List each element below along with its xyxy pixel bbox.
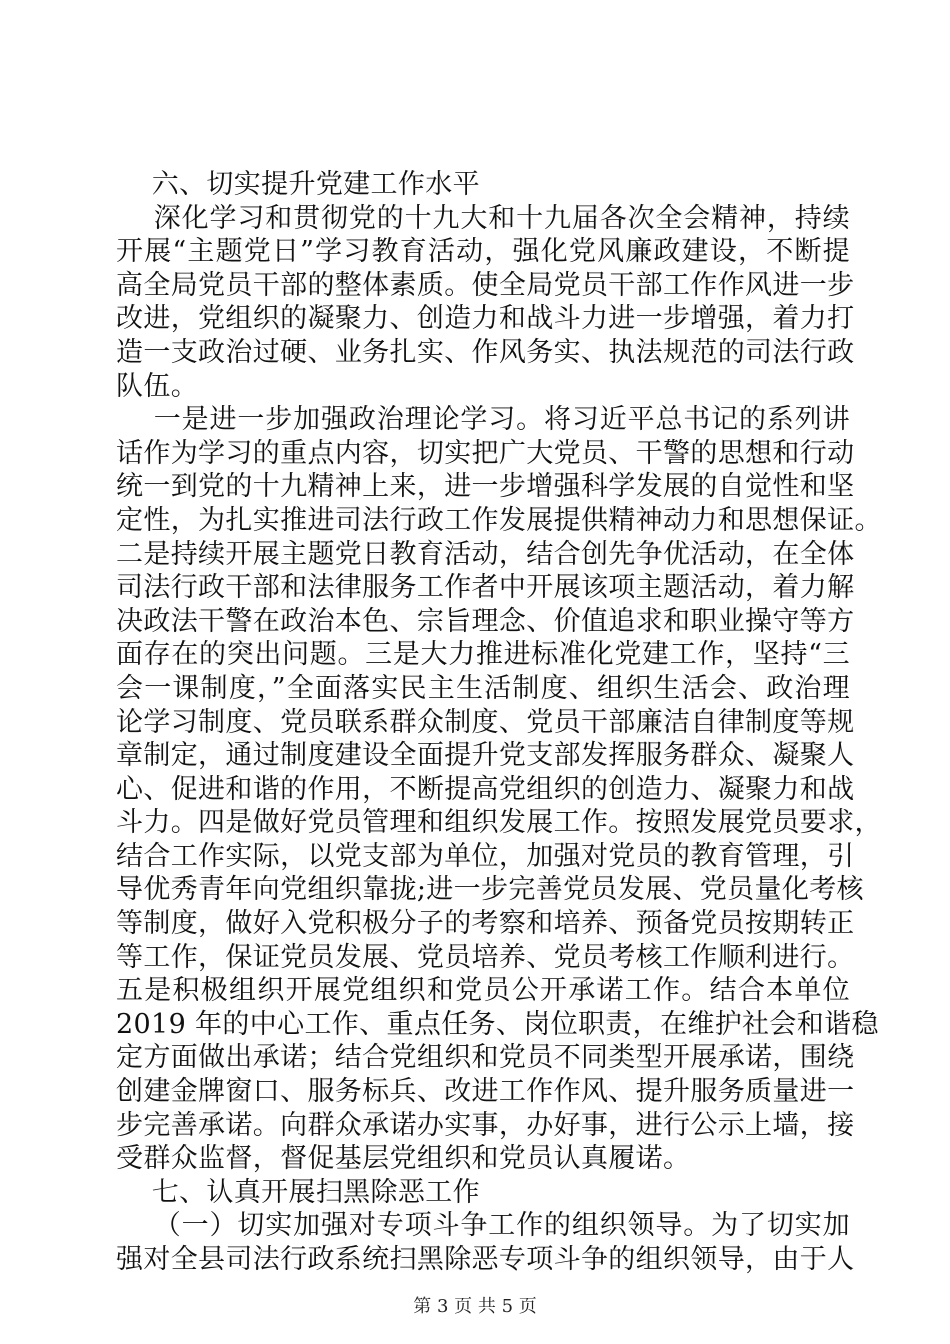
section-heading-7: 七、认真开展扫黑除恶工作 <box>116 1176 480 1208</box>
paragraph-line: （一）切实加强对专项斗争工作的组织领导。为了切实加 <box>116 1210 850 1242</box>
paragraph-line: 定方面做出承诺；结合党组织和党员不同类型开展承诺，围绕 <box>116 1042 855 1074</box>
paragraph-line: 结合工作实际，以党支部为单位，加强对党员的教育管理，引 <box>116 840 855 872</box>
paragraph-line: 五是积极组织开展党组织和党员公开承诺工作。结合本单位 <box>116 975 850 1007</box>
paragraph-line: 章制定，通过制度建设全面提升党支部发挥服务群众、凝聚人 <box>116 740 855 772</box>
paragraph-line: 心、促进和谐的作用，不断提高党组织的创造力、凝聚力和战 <box>116 773 855 805</box>
paragraph-line: 决政法干警在政治本色、宗旨理念、价值追求和职业操守等方 <box>116 605 855 637</box>
paragraph-line: 导优秀青年向党组织靠拢;进一步完善党员发展、党员量化考核 <box>116 874 864 906</box>
paragraph-line: 创建金牌窗口、服务标兵、改进工作作风、提升服务质量进一 <box>116 1076 855 1108</box>
paragraph-line: 司法行政干部和法律服务工作者中开展该项主题活动，着力解 <box>116 572 855 604</box>
paragraph-line: 开展“主题党日”学习教育活动，强化党风廉政建设，不断提 <box>116 236 850 268</box>
paragraph-line: 话作为学习的重点内容，切实把广大党员、干警的思想和行动 <box>116 437 855 469</box>
document-body <box>116 168 882 1277</box>
paragraph-line: 斗力。四是做好党员管理和组织发展工作。按照发展党员要求， <box>116 807 882 839</box>
paragraph-line: 改进，党组织的凝聚力、创造力和战斗力进一步增强，着力打 <box>116 303 855 335</box>
paragraph-line: 会一课制度，”全面落实民主生活制度、组织生活会、政治理 <box>116 672 850 704</box>
paragraph-line: 深化学习和贯彻党的十九大和十九届各次全会精神，持续 <box>116 202 850 234</box>
paragraph-line: 高全局党员干部的整体素质。使全局党员干部工作作风进一步 <box>116 269 855 301</box>
paragraph-line: 面存在的突出问题。三是大力推进标准化党建工作，坚持“三 <box>116 639 850 671</box>
paragraph-line: 等工作，保证党员发展、党员培养、党员考核工作顺利进行。 <box>116 941 855 973</box>
paragraph-line: 队伍。 <box>116 370 199 402</box>
paragraph-line: 统一到党的十九精神上来，进一步增强科学发展的自觉性和坚 <box>116 471 855 503</box>
paragraph-line: 二是持续开展主题党日教育活动，结合创先争优活动，在全体 <box>116 538 855 570</box>
paragraph-line: 造一支政治过硬、业务扎实、作风务实、执法规范的司法行政 <box>116 336 855 368</box>
paragraph-line: 强对全县司法行政系统扫黑除恶专项斗争的组织领导，由于人 <box>116 1244 855 1275</box>
paragraph-line: 步完善承诺。向群众承诺办实事，办好事，进行公示上墙，接 <box>116 1109 855 1141</box>
paragraph-line: 定性，为扎实推进司法行政工作发展提供精神动力和思想保证。 <box>116 504 882 536</box>
paragraph-line: 受群众监督，督促基层党组织和党员认真履诺。 <box>116 1143 691 1175</box>
paragraph-line: 2019 年的中心工作、重点任务、岗位职责，在维护社会和谐稳 <box>116 1008 879 1040</box>
paragraph-line: 论学习制度、党员联系群众制度、党员干部廉洁自律制度等规 <box>116 706 855 738</box>
paragraph-line: 等制度，做好入党积极分子的考察和培养、预备党员按期转正 <box>116 908 855 940</box>
paragraph-line: 一是进一步加强政治理论学习。将习近平总书记的系列讲 <box>116 404 850 436</box>
page-footer: 第 3 页 共 5 页 <box>413 1296 537 1317</box>
section-heading-6: 六、切实提升党建工作水平 <box>116 169 480 200</box>
